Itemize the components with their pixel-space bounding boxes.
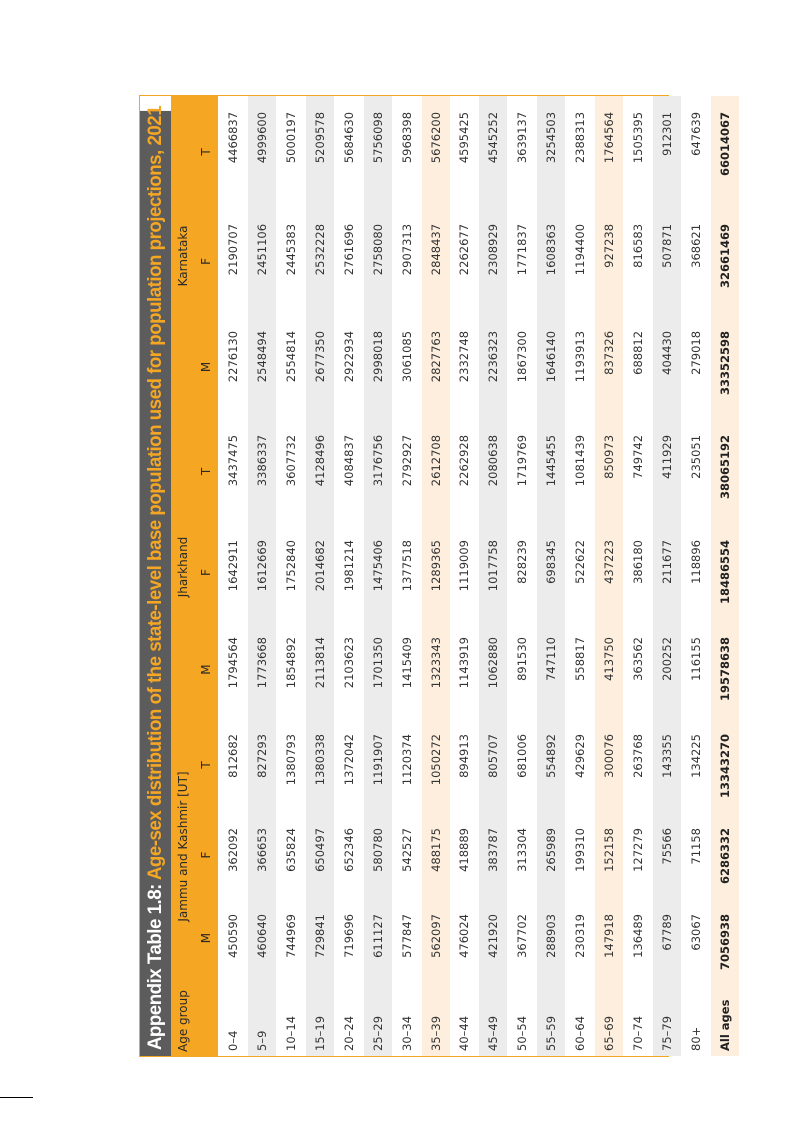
value-cell: 698345 — [537, 524, 566, 621]
value-cell: 2554814 — [276, 315, 305, 419]
sex-header: F — [194, 812, 219, 898]
value-cell: 542527 — [392, 812, 421, 898]
age-group-cell: 5–9 — [247, 978, 276, 1056]
table-row — [595, 96, 624, 1056]
value-cell: 1017758 — [479, 524, 508, 621]
value-cell: 1764564 — [595, 96, 624, 208]
table-row — [247, 96, 276, 1056]
value-cell: 1191907 — [363, 718, 392, 812]
value-cell: 729841 — [305, 898, 334, 978]
value-cell: 367702 — [508, 898, 537, 978]
value-cell: 1981214 — [334, 524, 363, 621]
value-cell: 2014682 — [305, 524, 334, 621]
value-cell: 562097 — [421, 898, 450, 978]
value-cell: 647639 — [682, 96, 711, 208]
table-row — [710, 96, 738, 1056]
value-cell: 143355 — [653, 718, 682, 812]
value-cell: 263768 — [624, 718, 653, 812]
value-cell: 4595425 — [450, 96, 479, 208]
value-cell: 1646140 — [537, 315, 566, 419]
value-cell: 1062880 — [479, 621, 508, 718]
age-group-cell: 20–24 — [334, 978, 363, 1056]
value-cell: 5756098 — [363, 96, 392, 208]
value-cell: 1612669 — [247, 524, 276, 621]
table-row — [392, 96, 421, 1056]
value-cell: 1505395 — [624, 96, 653, 208]
value-cell: 2998018 — [363, 315, 392, 419]
value-cell: 476024 — [450, 898, 479, 978]
value-cell: 147918 — [595, 898, 624, 978]
value-cell: 2080638 — [479, 419, 508, 524]
value-cell: 828239 — [508, 524, 537, 621]
value-cell: 2308929 — [479, 208, 508, 315]
value-cell: 429629 — [566, 718, 595, 812]
value-cell: 2388313 — [566, 96, 595, 208]
age-group-cell: 40–44 — [450, 978, 479, 1056]
value-cell: 1120374 — [392, 718, 421, 812]
value-cell: 2262928 — [450, 419, 479, 524]
value-cell: 200252 — [653, 621, 682, 718]
appendix-table — [139, 95, 732, 1057]
value-cell: 230319 — [566, 898, 595, 978]
value-cell: 411929 — [653, 419, 682, 524]
value-cell: 2190707 — [219, 208, 248, 315]
value-cell: 2827763 — [421, 315, 450, 419]
table-title — [140, 105, 171, 1056]
value-cell: 5000197 — [276, 96, 305, 208]
value-cell: 1701350 — [363, 621, 392, 718]
sex-header: T — [194, 718, 219, 812]
value-cell: 744969 — [276, 898, 305, 978]
table-row — [653, 96, 682, 1056]
age-group-cell: 55–59 — [537, 978, 566, 1056]
sex-header: M — [194, 898, 219, 978]
value-cell: 837326 — [595, 315, 624, 419]
table-title-text: Age-sex distribution of the state-level base population used for population projections, 2021 — [145, 105, 166, 881]
table-row — [305, 96, 334, 1056]
value-cell: 67789 — [653, 898, 682, 978]
table-row — [276, 96, 305, 1056]
value-cell: 1752840 — [276, 524, 305, 621]
value-cell: 2276130 — [219, 315, 248, 419]
value-cell: 32661469 — [710, 208, 738, 315]
value-cell: 366653 — [247, 812, 276, 898]
table-row — [566, 96, 595, 1056]
value-cell: 1867300 — [508, 315, 537, 419]
value-cell: 1794564 — [219, 621, 248, 718]
value-cell: 2451106 — [247, 208, 276, 315]
value-cell: 652346 — [334, 812, 363, 898]
value-cell: 118896 — [682, 524, 711, 621]
table-row — [682, 96, 711, 1056]
age-group-cell: 0–4 — [219, 978, 248, 1056]
value-cell: 368621 — [682, 208, 711, 315]
age-group-cell: 10–14 — [276, 978, 305, 1056]
table-row — [450, 96, 479, 1056]
value-cell: 4545252 — [479, 96, 508, 208]
value-cell: 580780 — [363, 812, 392, 898]
sex-header: T — [194, 419, 219, 524]
table-row — [508, 96, 537, 1056]
value-cell: 1193913 — [566, 315, 595, 419]
value-cell: 488175 — [421, 812, 450, 898]
value-cell: 635824 — [276, 812, 305, 898]
value-cell: 3254503 — [537, 96, 566, 208]
value-cell: 2445383 — [276, 208, 305, 315]
age-group-cell: 30–34 — [392, 978, 421, 1056]
value-cell: 2761696 — [334, 208, 363, 315]
value-cell: 362092 — [219, 812, 248, 898]
value-cell: 18486554 — [710, 524, 738, 621]
value-cell: 650497 — [305, 812, 334, 898]
value-cell: 450590 — [219, 898, 248, 978]
age-group-cell: 50–54 — [508, 978, 537, 1056]
value-cell: 1415409 — [392, 621, 421, 718]
age-group-cell: 70–74 — [624, 978, 653, 1056]
state-header: Jammu and Kashmir [UT] — [171, 718, 194, 978]
value-cell: 577847 — [392, 898, 421, 978]
value-cell: 1323343 — [421, 621, 450, 718]
value-cell: 19578638 — [710, 621, 738, 718]
value-cell: 1119009 — [450, 524, 479, 621]
value-cell: 3061085 — [392, 315, 421, 419]
value-cell: 6286332 — [710, 812, 738, 898]
value-cell: 1143919 — [450, 621, 479, 718]
value-cell: 13343270 — [710, 718, 738, 812]
value-cell: 927238 — [595, 208, 624, 315]
value-cell: 437223 — [595, 524, 624, 621]
value-cell: 5676200 — [421, 96, 450, 208]
value-cell: 507871 — [653, 208, 682, 315]
value-cell: 5968398 — [392, 96, 421, 208]
value-cell: 421920 — [479, 898, 508, 978]
table-row — [537, 96, 566, 1056]
value-cell: 386180 — [624, 524, 653, 621]
value-cell: 265989 — [537, 812, 566, 898]
value-cell: 33352598 — [710, 315, 738, 419]
table-row — [363, 96, 392, 1056]
sex-header: T — [194, 96, 219, 208]
value-cell: 75566 — [653, 812, 682, 898]
value-cell: 719696 — [334, 898, 363, 978]
value-cell: 1854892 — [276, 621, 305, 718]
page-footer-rule — [0, 1097, 33, 1098]
value-cell: 554892 — [537, 718, 566, 812]
age-group-cell: 75–79 — [653, 978, 682, 1056]
value-cell: 300076 — [595, 718, 624, 812]
value-cell: 2922934 — [334, 315, 363, 419]
value-cell: 912301 — [653, 96, 682, 208]
value-cell: 2612708 — [421, 419, 450, 524]
value-cell: 418889 — [450, 812, 479, 898]
table-row — [624, 96, 653, 1056]
value-cell: 1771837 — [508, 208, 537, 315]
age-group-cell: 60–64 — [566, 978, 595, 1056]
value-cell: 816583 — [624, 208, 653, 315]
value-cell: 3386337 — [247, 419, 276, 524]
value-cell: 681006 — [508, 718, 537, 812]
table-row — [421, 96, 450, 1056]
value-cell: 3176756 — [363, 419, 392, 524]
value-cell: 313304 — [508, 812, 537, 898]
age-group-cell: 25–29 — [363, 978, 392, 1056]
value-cell: 749742 — [624, 419, 653, 524]
table-row — [334, 96, 363, 1056]
age-group-cell: 65–69 — [595, 978, 624, 1056]
value-cell: 1719769 — [508, 419, 537, 524]
table-body — [219, 96, 739, 1056]
value-cell: 413750 — [595, 621, 624, 718]
value-cell: 2113814 — [305, 621, 334, 718]
table-row — [219, 96, 248, 1056]
value-cell: 1194400 — [566, 208, 595, 315]
value-cell: 199310 — [566, 812, 595, 898]
value-cell: 747110 — [537, 621, 566, 718]
value-cell: 1380793 — [276, 718, 305, 812]
sex-header: M — [194, 621, 219, 718]
value-cell: 611127 — [363, 898, 392, 978]
value-cell: 134225 — [682, 718, 711, 812]
value-cell: 279018 — [682, 315, 711, 419]
value-cell: 4466837 — [219, 96, 248, 208]
value-cell: 71158 — [682, 812, 711, 898]
state-header: Karnataka — [171, 96, 194, 419]
state-header: Jharkhand — [171, 419, 194, 718]
value-cell: 211677 — [653, 524, 682, 621]
value-cell: 2548494 — [247, 315, 276, 419]
age-group-cell: All ages — [710, 978, 738, 1056]
value-cell: 363562 — [624, 621, 653, 718]
value-cell: 460640 — [247, 898, 276, 978]
sex-header: F — [194, 524, 219, 621]
value-cell: 2758080 — [363, 208, 392, 315]
value-cell: 2848437 — [421, 208, 450, 315]
value-cell: 1773668 — [247, 621, 276, 718]
age-group-cell: 80+ — [682, 978, 711, 1056]
value-cell: 2677350 — [305, 315, 334, 419]
value-cell: 891530 — [508, 621, 537, 718]
value-cell: 4999600 — [247, 96, 276, 208]
value-cell: 850973 — [595, 419, 624, 524]
age-group-header: Age group — [171, 978, 194, 1056]
value-cell: 1289365 — [421, 524, 450, 621]
age-group-cell: 35–39 — [421, 978, 450, 1056]
value-cell: 2103623 — [334, 621, 363, 718]
value-cell: 827293 — [247, 718, 276, 812]
value-cell: 3607732 — [276, 419, 305, 524]
value-cell: 38065192 — [710, 419, 738, 524]
value-cell: 127279 — [624, 812, 653, 898]
value-cell: 1377518 — [392, 524, 421, 621]
value-cell: 1372042 — [334, 718, 363, 812]
value-cell: 812682 — [219, 718, 248, 812]
sex-header: F — [194, 208, 219, 315]
value-cell: 2792927 — [392, 419, 421, 524]
value-cell: 152158 — [595, 812, 624, 898]
value-cell: 2332748 — [450, 315, 479, 419]
value-cell: 5209578 — [305, 96, 334, 208]
age-group-cell: 15–19 — [305, 978, 334, 1056]
value-cell: 4084837 — [334, 419, 363, 524]
table-row — [479, 96, 508, 1056]
value-cell: 1642911 — [219, 524, 248, 621]
value-cell: 688812 — [624, 315, 653, 419]
value-cell: 235051 — [682, 419, 711, 524]
value-cell: 1050272 — [421, 718, 450, 812]
blank-header — [194, 978, 219, 1056]
value-cell: 288903 — [537, 898, 566, 978]
value-cell: 63067 — [682, 898, 711, 978]
data-table — [171, 96, 739, 1056]
value-cell: 116155 — [682, 621, 711, 718]
value-cell: 66014067 — [710, 96, 738, 208]
value-cell: 3437475 — [219, 419, 248, 524]
value-cell: 1380338 — [305, 718, 334, 812]
value-cell: 136489 — [624, 898, 653, 978]
value-cell: 522622 — [566, 524, 595, 621]
value-cell: 894913 — [450, 718, 479, 812]
value-cell: 2262677 — [450, 208, 479, 315]
value-cell: 3639137 — [508, 96, 537, 208]
value-cell: 1081439 — [566, 419, 595, 524]
value-cell: 383787 — [479, 812, 508, 898]
value-cell: 2236323 — [479, 315, 508, 419]
value-cell: 805707 — [479, 718, 508, 812]
value-cell: 7056938 — [710, 898, 738, 978]
value-cell: 404430 — [653, 315, 682, 419]
value-cell: 4128496 — [305, 419, 334, 524]
value-cell: 2532228 — [305, 208, 334, 315]
value-cell: 2907313 — [392, 208, 421, 315]
age-group-cell: 45–49 — [479, 978, 508, 1056]
sex-header: M — [194, 315, 219, 419]
value-cell: 558817 — [566, 621, 595, 718]
value-cell: 1608363 — [537, 208, 566, 315]
value-cell: 1445455 — [537, 419, 566, 524]
value-cell: 1475406 — [363, 524, 392, 621]
value-cell: 5684630 — [334, 96, 363, 208]
table-title-prefix: Appendix Table 1.8: — [145, 884, 166, 1051]
